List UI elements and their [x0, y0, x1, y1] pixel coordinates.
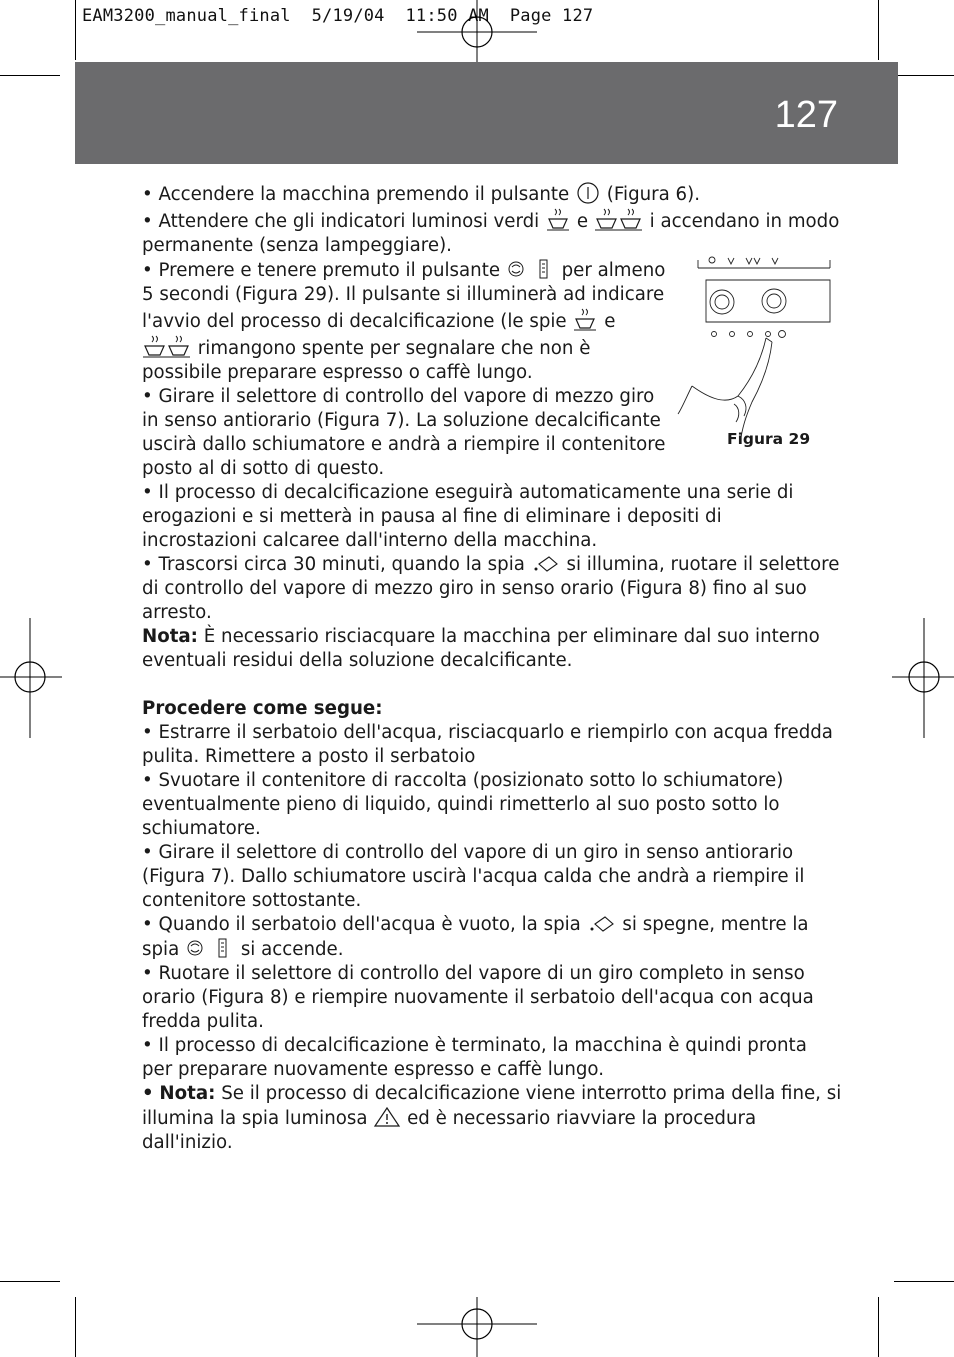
crop-mark — [75, 0, 76, 60]
paragraph-auto-process: • Il processo di decalcificazione eseguirà automaticamente una serie di erogazioni e si metterà in pausa al fine di eliminare i depositi di incrostazioni calcaree dall'interno della macchina. — [142, 482, 794, 551]
spacer — [142, 673, 842, 697]
note-label: Nota: — [159, 1083, 216, 1104]
paragraph-after-30-min — [142, 553, 842, 625]
registration-mark-right — [892, 618, 954, 738]
single-cup-icon — [545, 207, 571, 231]
steam-nozzle-icon — [587, 914, 617, 934]
single-cup-icon — [572, 307, 598, 331]
paragraph-steam-full-turn: • Girare il selettore di controllo del vapore di un giro in senso antiorario (Figura 7). Dallo schiumatore uscirà l'acqua calda che andrà a riempire il contenitore sottostante. — [142, 842, 805, 911]
text-segment: • Trascorsi circa 30 minuti, quando la spia — [142, 554, 525, 575]
slug-date: 5/19/04 — [311, 6, 385, 26]
main-content — [142, 182, 842, 1155]
descale-icon — [185, 937, 235, 959]
paragraph-wait-indicators — [142, 207, 842, 258]
text-segment: (Figura 6). — [606, 184, 700, 205]
paragraph-press-descale — [142, 258, 667, 385]
paragraph-finished: • Il processo di decalcificazione è terminato, la macchina è quindi pronta per preparare nuovamente espresso e caffè lungo. — [142, 1035, 807, 1080]
paragraph-drip-tray: • Svuotare il contenitore di raccolta (posizionato sotto lo schiumatore) eventualmente pieno di liquido, quindi rimetterlo al suo posto sotto lo schiumatore. — [142, 770, 784, 839]
crop-mark — [894, 1281, 954, 1282]
crop-mark — [75, 1297, 76, 1357]
double-cup-icon — [142, 334, 192, 358]
crop-mark — [878, 0, 879, 60]
slug-time: 11:50 AM — [405, 6, 489, 26]
paragraph-note-2 — [142, 1082, 842, 1155]
steam-nozzle-icon — [531, 554, 561, 574]
crop-mark — [0, 1281, 60, 1282]
paragraph-tank: • Estrarre il serbatoio dell'acqua, risciacquarlo e riempirlo con acqua fredda pulita. Rimettere a posto il serbatoio — [142, 722, 833, 767]
text-segment: • Attendere che gli indicatori luminosi verdi — [142, 211, 540, 232]
warning-triangle-icon — [373, 1106, 401, 1128]
text-segment: e — [576, 211, 589, 232]
paragraph-power-on — [142, 182, 842, 207]
slug-file: EAM3200_manual_final — [82, 6, 291, 26]
text-segment: si illumina, ruotare il selettore di controllo del vapore di mezzo giro in senso orario (Figura 8) fino al suo arresto. — [142, 554, 840, 623]
text-segment: • Accendere la macchina premendo il pulsante — [142, 184, 570, 205]
power-button-icon — [575, 182, 601, 204]
text-segment: si spegne, mentre la spia — [142, 914, 809, 960]
registration-mark-left — [0, 618, 62, 738]
figure-caption: Figura 29 — [727, 430, 811, 448]
text-segment: Se il processo di decalcificazione viene interrotto prima della fine, si illumina la spia luminosa — [142, 1083, 842, 1129]
text-segment: i accendano in modo permanente (senza lampeggiare). — [142, 211, 840, 256]
text-segment: per almeno 5 secondi (Figura 29). Il pulsante si illuminerà ad indicare l'avvio del processo di decalcificazione (le spie — [142, 260, 666, 332]
double-cup-icon — [594, 207, 644, 231]
note-label: Nota: — [142, 626, 198, 647]
paragraph-refill: • Ruotare il selettore di controllo del vapore di un giro completo in senso orario (Figura 8) e riempire nuovamente il serbatoio dell'acqua con acqua fredda pulita. — [142, 963, 814, 1032]
registration-mark-bottom — [417, 1297, 537, 1357]
text-segment: rimangono spente per segnalare che non è possibile preparare espresso o caffè lungo. — [142, 338, 591, 383]
text-segment: È necessario risciacquare la macchina per eliminare dal suo interno eventuali residui della soluzione decalcificante. — [142, 626, 820, 671]
registration-mark-top — [417, 0, 537, 62]
page-number: 127 — [774, 94, 838, 136]
crop-mark — [0, 75, 60, 76]
text-segment: ed è necessario riavviare la procedura dall'inizio. — [142, 1108, 757, 1153]
paragraph-note-1 — [142, 625, 842, 673]
paragraph-steam-selector: • Girare il selettore di controllo del vapore di mezzo giro in senso antiorario (Figura 7). La soluzione decalcificante uscirà dallo schiumatore e andrà a riempire il contenitore posto al di sotto di questo. — [142, 386, 666, 479]
header-banner — [75, 62, 898, 164]
section-heading: Procedere come segue: — [142, 698, 383, 719]
text-segment: e — [604, 311, 616, 332]
crop-mark — [878, 1297, 879, 1357]
slug-page: Page 127 — [509, 6, 594, 26]
note-bullet: • — [142, 1083, 154, 1104]
text-segment: si accende. — [240, 939, 344, 960]
text-segment: • Quando il serbatoio dell'acqua è vuoto, la spia — [142, 914, 581, 935]
descale-icon — [506, 258, 556, 280]
crop-mark — [894, 75, 954, 76]
text-segment: • Premere e tenere premuto il pulsante — [142, 260, 501, 281]
wrapped-block — [142, 258, 667, 481]
paragraph-tank-empty — [142, 913, 842, 962]
